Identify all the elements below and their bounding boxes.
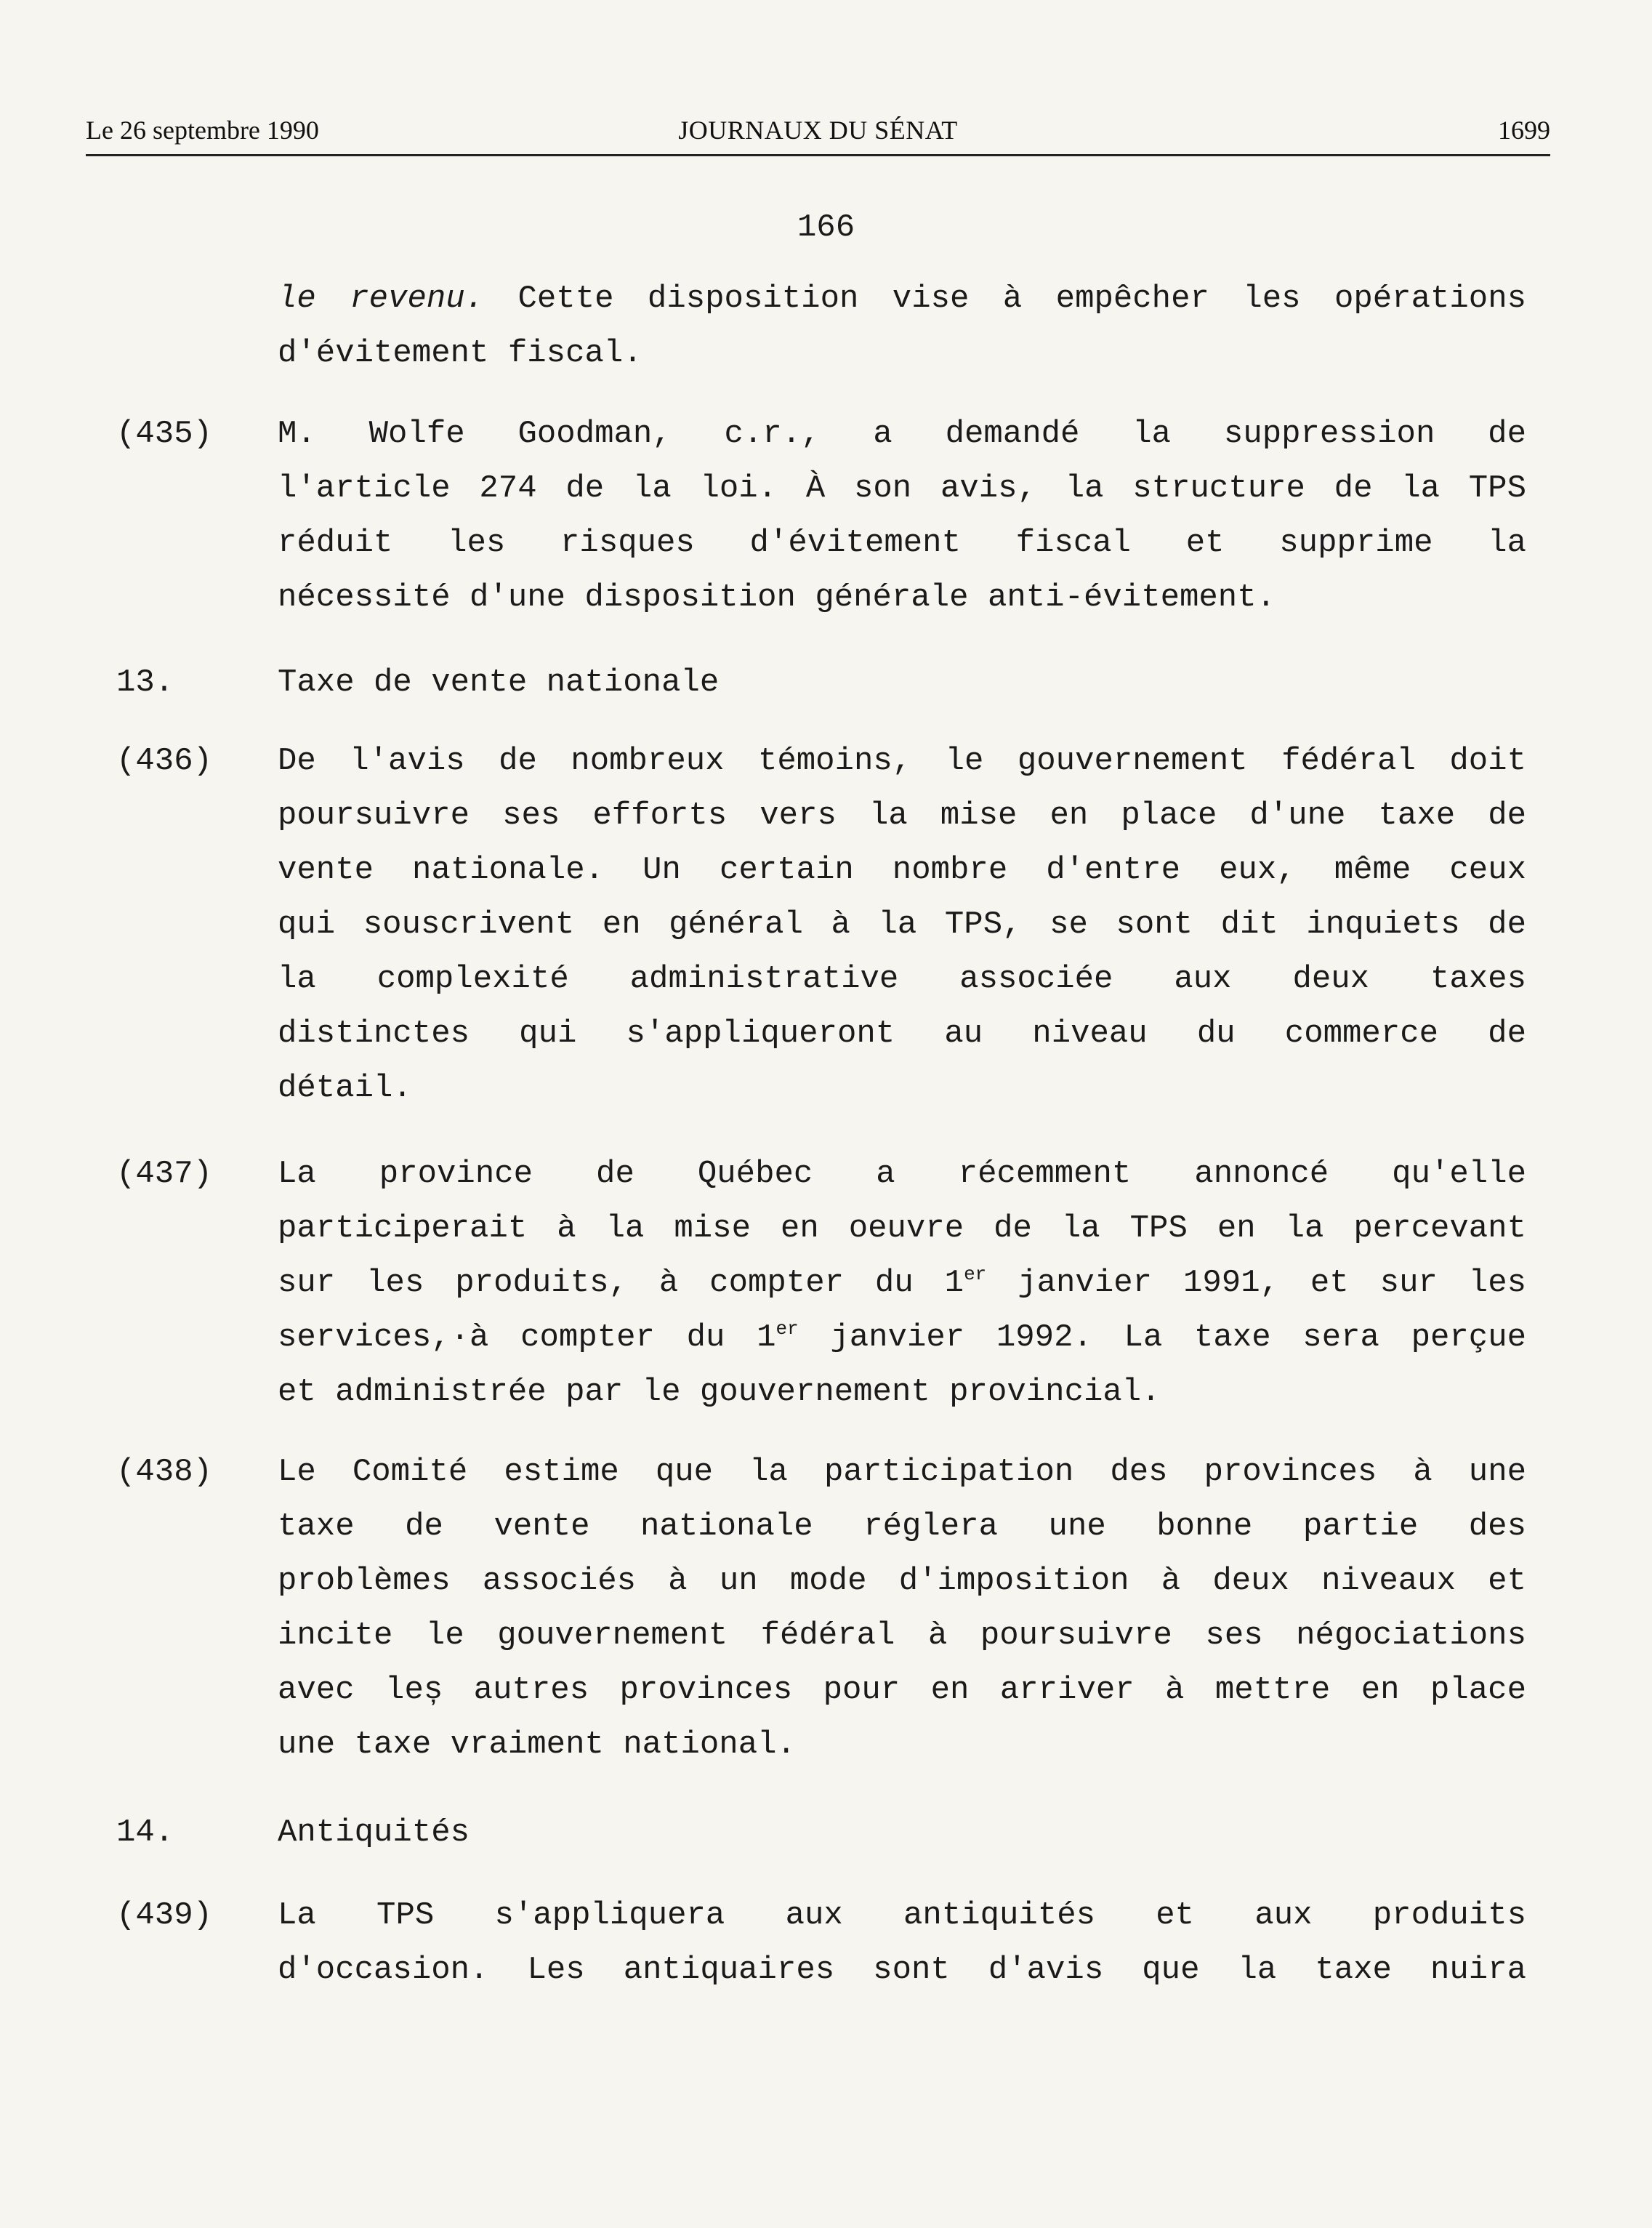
paragraph-line: avec leș autres provinces pour en arriver à mettre en place [278,1672,1526,1708]
paragraph-number: (438) [116,1454,213,1490]
paragraph-line: réduit les risques d'évitement fiscal et supprime la [278,525,1526,561]
line-segment: sur les produits, à compter du 1 [278,1265,964,1301]
paragraph-line: incite le gouvernement fédéral à poursuivre ses négociations [278,1617,1526,1654]
header-date: Le 26 septembre 1990 [86,116,319,145]
paragraph-line: Le Comité estime que la participation des provinces à une [278,1454,1526,1490]
intro-rest: Cette disposition vise à empêcher les opérations [484,281,1526,317]
paragraph-line: M. Wolfe Goodman, c.r., a demandé la suppression de [278,416,1526,452]
ordinal-superscript: er [964,1263,987,1285]
paragraph-line: participerait à la mise en oeuvre de la TPS en la percevant [278,1210,1526,1247]
running-head [86,115,1550,158]
paragraph-line: détail. [278,1070,412,1106]
line-segment: janvier 1991, et sur les [986,1265,1527,1301]
paragraph-line: l'article 274 de la loi. À son avis, la structure de la TPS [278,470,1526,507]
section-number: 14. [116,1814,174,1851]
paragraph-number: (436) [116,743,213,779]
ordinal-superscript: er [775,1318,799,1340]
paragraph-line: et administrée par le gouvernement provincial. [278,1374,1161,1410]
header-folio: 1699 [1498,116,1550,145]
section-title: Antiquités [278,1814,470,1851]
page-number: 166 [797,209,855,246]
section-number: 13. [116,664,174,701]
header-rule [86,154,1550,156]
paragraph-number: (439) [116,1897,213,1934]
paragraph-line: qui souscrivent en général à la TPS, se sont dit inquiets de [278,906,1526,943]
paragraph-line: La TPS s'appliquera aux antiquités et aux produits [278,1897,1526,1934]
paragraph-number: (435) [116,416,213,452]
paragraph-line: une taxe vraiment national. [278,1726,796,1763]
paragraph-line: poursuivre ses efforts vers la mise en place d'une taxe de [278,797,1526,834]
intro-italic: le revenu. [278,281,485,317]
paragraph-number: (437) [116,1156,213,1192]
intro-line [278,272,1526,326]
paragraph-line [278,1311,1526,1365]
paragraph-line: La province de Québec a récemment annoncé qu'elle [278,1156,1526,1192]
section-title: Taxe de vente nationale [278,664,720,701]
paragraph-line: problèmes associés à un mode d'imposition à deux niveaux et [278,1563,1526,1599]
paragraph-line: distinctes qui s'appliqueront au niveau du commerce de [278,1016,1526,1052]
paragraph-line: nécessité d'une disposition générale anti-évitement. [278,579,1276,616]
line-segment: services,·à compter du 1 [278,1319,776,1356]
paragraph-line: d'occasion. Les antiquaires sont d'avis que la taxe nuira [278,1952,1526,1988]
paragraph-line: vente nationale. Un certain nombre d'entre eux, même ceux [278,852,1526,888]
line-segment: janvier 1992. La taxe sera perçue [798,1319,1527,1356]
paragraph-line: De l'avis de nombreux témoins, le gouvernement fédéral doit [278,743,1526,779]
paragraph-line: la complexité administrative associée aux deux taxes [278,961,1526,997]
intro-line: d'évitement fiscal. [278,335,642,371]
paragraph-line [278,1256,1526,1311]
header-journal-title: JOURNAUX DU SÉNAT [678,116,958,145]
paragraph-line: taxe de vente nationale réglera une bonne partie des [278,1508,1526,1545]
